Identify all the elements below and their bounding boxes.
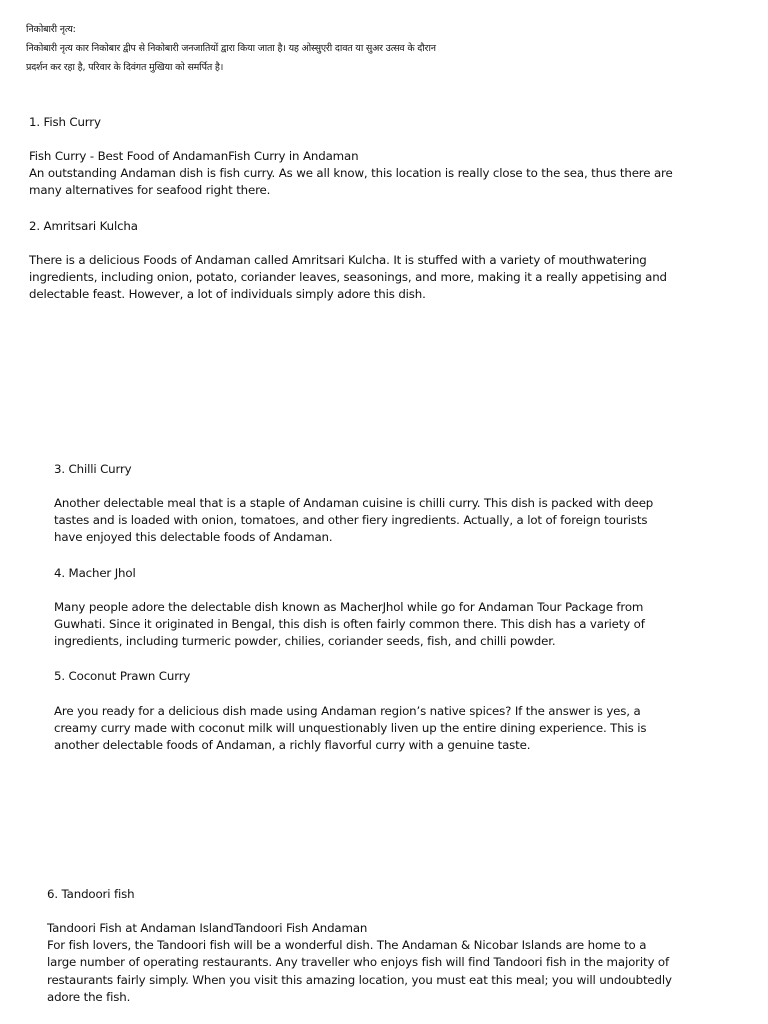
section-amritsari-kulcha-body: There is a delicious Foods of Andaman called Amritsari Kulcha. It is stuffed with a variety of mouthwatering ingredients, including onion, potato, coriander leaves, seasonings, and more, making it a really appetising and delectable feast. However, a lot of individuals simply adore this dish. [29, 253, 667, 302]
intro-line-1: निकोबारी नृत्य कार निकोबार द्वीप से निकोबारी जनजातियों द्वारा किया जाता है। यह ओस्सुएरी दावत या सुअर उत्सव के दौरान [26, 43, 436, 54]
intro-line-2: प्रदर्शन कर रहा है, परिवार के दिवंगत मुखिया को समर्पित है। [26, 62, 224, 73]
section-macher-jhol-body: Many people adore the delectable dish known as MacherJhol while go for Andaman Tour Package from Guwhati. Since it originated in Bengal, this dish is often fairly common there. This dish has a variety of ingredients, including turmeric powder, chilies, coriander seeds, fish, and chilli powder. [54, 600, 645, 649]
section-chilli-curry-body: Another delectable meal that is a staple of Andaman cuisine is chilli curry. This dish is packed with deep tastes and is loaded with onion, tomatoes, and other fiery ingredients. Actually, a lot of foreign tourists have enjoyed this delectable foods of Andaman. [54, 496, 654, 545]
section-macher-jhol-heading: 4. Macher Jhol [54, 566, 136, 580]
section-chilli-curry-heading: 3. Chilli Curry [54, 462, 132, 476]
section-fish-curry-body: An outstanding Andaman dish is fish curry. As we all know, this location is really close to the sea, thus there are many alternatives for seafood right there. [29, 166, 673, 198]
section-fish-curry-heading: 1. Fish Curry [29, 115, 101, 129]
section-tandoori-fish-subheading: Tandoori Fish at Andaman IslandTandoori Fish Andaman [47, 921, 368, 935]
section-fish-curry [29, 148, 689, 200]
section-tandoori-fish-heading: 6. Tandoori fish [47, 887, 135, 901]
section-tandoori-fish [47, 920, 672, 1006]
section-coconut-prawn-curry-heading: 5. Coconut Prawn Curry [54, 669, 191, 683]
section-amritsari-kulcha-heading: 2. Amritsari Kulcha [29, 219, 138, 233]
intro-title: निकोबारी नृत्य: [26, 24, 76, 35]
section-tandoori-fish-body: For fish lovers, the Tandoori fish will be a wonderful dish. The Andaman & Nicobar Islands are home to a large number of operating restaurants. Any traveller who enjoys fish will find Tandoori fish in the majority of restaurants fairly simply. When you visit this amazing location, you must eat this meal; you will undoubtedly adore the fish. [47, 938, 672, 1004]
intro-block [26, 20, 436, 77]
section-fish-curry-subheading: Fish Curry - Best Food of AndamanFish Curry in Andaman [29, 149, 359, 163]
section-coconut-prawn-curry-body: Are you ready for a delicious dish made using Andaman region’s native spices? If the answer is yes, a creamy curry made with coconut milk will unquestionably liven up the entire dining experience. This is another delectable foods of Andaman, a richly flavorful curry with a genuine taste. [54, 704, 647, 753]
